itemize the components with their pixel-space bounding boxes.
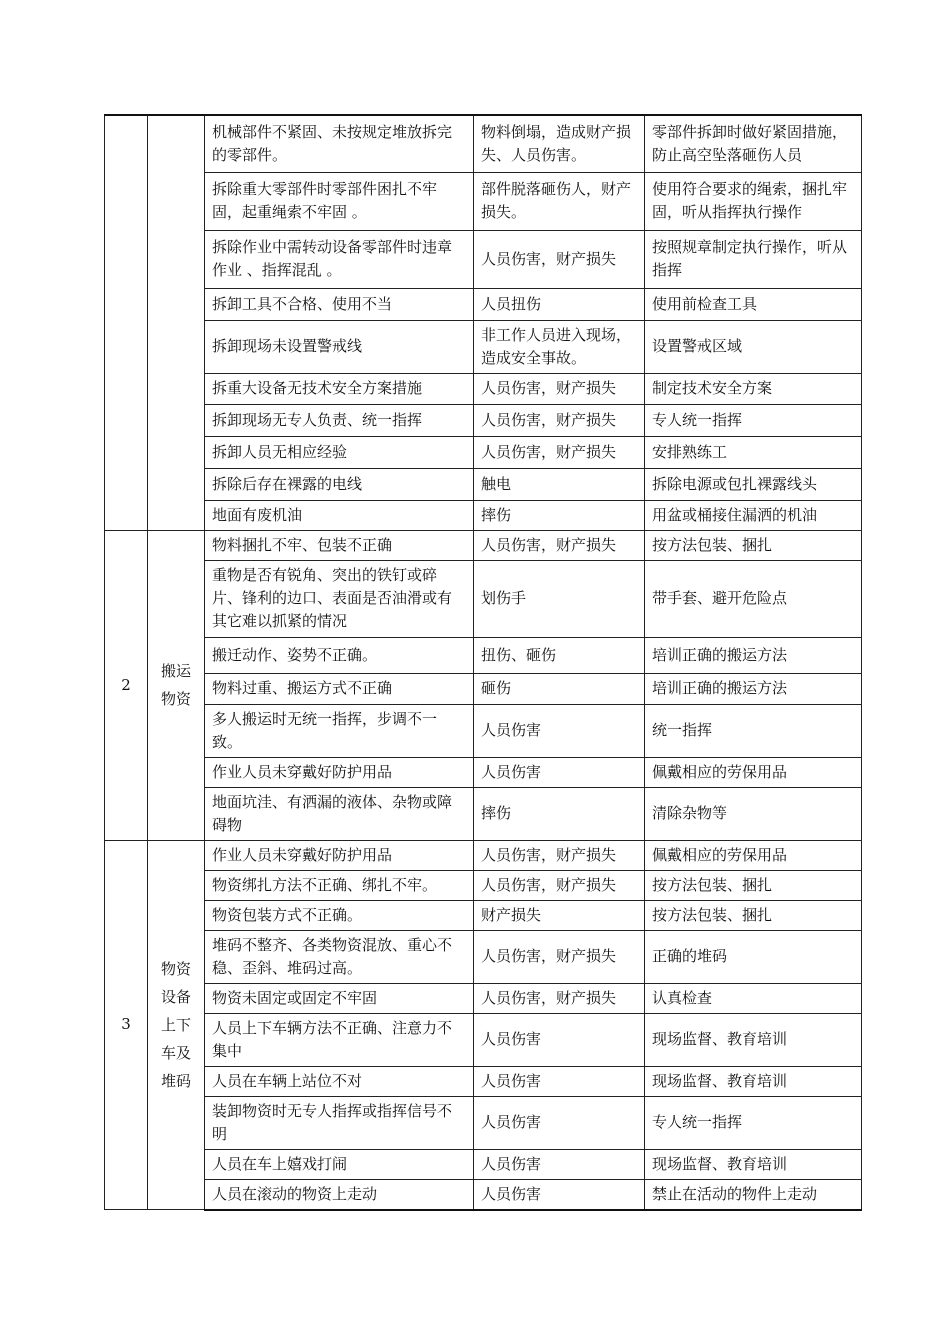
consequence-cell: 人员伤害，财产损失 xyxy=(474,373,645,404)
table-row xyxy=(105,637,862,673)
hazard-cell: 作业人员未穿戴好防护用品 xyxy=(205,840,474,870)
measure-cell: 禁止在活动的物件上走动 xyxy=(645,1179,862,1210)
consequence-cell: 人员伤害 xyxy=(474,1149,645,1179)
measure-cell: 专人统一指挥 xyxy=(645,404,862,436)
hazard-cell: 装卸物资时无专人指挥或指挥信号不明 xyxy=(205,1096,474,1149)
consequence-cell: 人员伤害，财产损失 xyxy=(474,530,645,560)
measure-cell: 统一指挥 xyxy=(645,704,862,757)
consequence-cell: 人员伤害，财产损失 xyxy=(474,983,645,1013)
measure-cell: 认真检查 xyxy=(645,983,862,1013)
measure-cell: 按方法包装、捆扎 xyxy=(645,530,862,560)
table-row xyxy=(105,404,862,436)
consequence-cell: 人员伤害 xyxy=(474,704,645,757)
measure-cell: 按方法包装、捆扎 xyxy=(645,870,862,900)
consequence-cell: 人员伤害 xyxy=(474,1096,645,1149)
consequence-cell: 摔伤 xyxy=(474,500,645,530)
table-row xyxy=(105,673,862,704)
consequence-cell: 人员伤害，财产损失 xyxy=(474,840,645,870)
measure-cell: 现场监督、教育培训 xyxy=(645,1149,862,1179)
hazard-cell: 搬迁动作、姿势不正确。 xyxy=(205,637,474,673)
table-row xyxy=(105,930,862,983)
consequence-cell: 扭伤、砸伤 xyxy=(474,637,645,673)
hazard-cell: 拆卸现场无专人负责、统一指挥 xyxy=(205,404,474,436)
hazard-cell: 机械部件不紧固、未按规定堆放拆完的零部件。 xyxy=(205,115,474,172)
measure-cell: 使用符合要求的绳索，捆扎牢固，听从指挥执行操作 xyxy=(645,172,862,230)
consequence-cell: 财产损失 xyxy=(474,900,645,930)
hazard-table-body xyxy=(105,115,862,1210)
measure-cell: 制定技术安全方案 xyxy=(645,373,862,404)
consequence-cell: 非工作人员进入现场，造成安全事故。 xyxy=(474,320,645,373)
measure-cell: 使用前检查工具 xyxy=(645,288,862,320)
item-number-cell xyxy=(105,115,148,530)
consequence-cell: 人员伤害 xyxy=(474,1013,645,1066)
table-row xyxy=(105,115,862,172)
measure-cell: 培训正确的搬运方法 xyxy=(645,673,862,704)
consequence-cell: 摔伤 xyxy=(474,787,645,840)
item-number-cell: 3 xyxy=(105,840,148,1210)
table-row xyxy=(105,870,862,900)
measure-cell: 正确的堆码 xyxy=(645,930,862,983)
consequence-cell: 划伤手 xyxy=(474,560,645,637)
hazard-cell: 拆卸人员无相应经验 xyxy=(205,436,474,468)
table-row xyxy=(105,1149,862,1179)
table-row xyxy=(105,1096,862,1149)
measure-cell: 安排熟练工 xyxy=(645,436,862,468)
measure-cell: 佩戴相应的劳保用品 xyxy=(645,840,862,870)
measure-cell: 清除杂物等 xyxy=(645,787,862,840)
hazard-cell: 多人搬运时无统一指挥，步调不一致。 xyxy=(205,704,474,757)
consequence-cell: 人员伤害，财产损失 xyxy=(474,436,645,468)
consequence-cell: 人员伤害，财产损失 xyxy=(474,230,645,288)
hazard-cell: 拆除作业中需转动设备零部件时违章作业 、指挥混乱 。 xyxy=(205,230,474,288)
measure-cell: 按方法包装、捆扎 xyxy=(645,900,862,930)
hazard-cell: 物资包装方式不正确。 xyxy=(205,900,474,930)
consequence-cell: 砸伤 xyxy=(474,673,645,704)
consequence-cell: 人员扭伤 xyxy=(474,288,645,320)
measure-cell: 现场监督、教育培训 xyxy=(645,1066,862,1096)
table-row xyxy=(105,757,862,787)
table-row xyxy=(105,373,862,404)
measure-cell: 佩戴相应的劳保用品 xyxy=(645,757,862,787)
hazard-cell: 物料过重、搬运方式不正确 xyxy=(205,673,474,704)
table-row xyxy=(105,900,862,930)
table-row xyxy=(105,1066,862,1096)
consequence-cell: 人员伤害 xyxy=(474,1066,645,1096)
hazard-cell: 人员在车辆上站位不对 xyxy=(205,1066,474,1096)
table-row xyxy=(105,468,862,500)
hazard-cell: 人员上下车辆方法不正确、注意力不集中 xyxy=(205,1013,474,1066)
hazard-table xyxy=(104,114,862,1211)
consequence-cell: 人员伤害，财产损失 xyxy=(474,404,645,436)
table-row xyxy=(105,704,862,757)
measure-cell: 用盆或桶接住漏洒的机油 xyxy=(645,500,862,530)
table-row xyxy=(105,500,862,530)
table-row xyxy=(105,436,862,468)
measure-cell: 按照规章制定执行操作，听从指挥 xyxy=(645,230,862,288)
table-row xyxy=(105,1013,862,1066)
measure-cell: 设置警戒区域 xyxy=(645,320,862,373)
consequence-cell: 人员伤害，财产损失 xyxy=(474,870,645,900)
consequence-cell: 人员伤害 xyxy=(474,757,645,787)
hazard-cell: 拆除后存在裸露的电线 xyxy=(205,468,474,500)
measure-cell: 带手套、避开危险点 xyxy=(645,560,862,637)
hazard-cell: 地面坑洼、有洒漏的液体、杂物或障碍物 xyxy=(205,787,474,840)
measure-cell: 拆除电源或包扎裸露线头 xyxy=(645,468,862,500)
hazard-cell: 地面有废机油 xyxy=(205,500,474,530)
hazard-cell: 人员在车上嬉戏打闹 xyxy=(205,1149,474,1179)
item-number-cell: 2 xyxy=(105,530,148,840)
table-row xyxy=(105,787,862,840)
measure-cell: 零部件拆卸时做好紧固措施，防止高空坠落砸伤人员 xyxy=(645,115,862,172)
table-row xyxy=(105,840,862,870)
task-name-cell: 物资设备上下车及堆码 xyxy=(148,840,205,1210)
consequence-cell: 部件脱落砸伤人，财产损失。 xyxy=(474,172,645,230)
table-row xyxy=(105,320,862,373)
table-row xyxy=(105,560,862,637)
table-row xyxy=(105,230,862,288)
hazard-cell: 人员在滚动的物资上走动 xyxy=(205,1179,474,1210)
hazard-cell: 拆卸工具不合格、使用不当 xyxy=(205,288,474,320)
measure-cell: 专人统一指挥 xyxy=(645,1096,862,1149)
consequence-cell: 物料倒塌，造成财产损失、人员伤害。 xyxy=(474,115,645,172)
hazard-cell: 物资绑扎方法不正确、绑扎不牢。 xyxy=(205,870,474,900)
table-row xyxy=(105,983,862,1013)
hazard-cell: 物资未固定或固定不牢固 xyxy=(205,983,474,1013)
consequence-cell: 人员伤害 xyxy=(474,1179,645,1210)
hazard-cell: 拆重大设备无技术安全方案措施 xyxy=(205,373,474,404)
consequence-cell: 触电 xyxy=(474,468,645,500)
hazard-cell: 物料捆扎不牢、包装不正确 xyxy=(205,530,474,560)
hazard-cell: 拆卸现场未设置警戒线 xyxy=(205,320,474,373)
measure-cell: 现场监督、教育培训 xyxy=(645,1013,862,1066)
consequence-cell: 人员伤害，财产损失 xyxy=(474,930,645,983)
hazard-cell: 重物是否有锐角、突出的铁钉或碎片、锋利的边口、表面是否油滑或有其它难以抓紧的情况 xyxy=(205,560,474,637)
task-name-cell xyxy=(148,115,205,530)
table-row xyxy=(105,530,862,560)
hazard-cell: 堆码不整齐、各类物资混放、重心不稳、歪斜、堆码过高。 xyxy=(205,930,474,983)
table-row xyxy=(105,288,862,320)
hazard-cell: 拆除重大零部件时零部件困扎不牢固，起重绳索不牢固 。 xyxy=(205,172,474,230)
table-row xyxy=(105,172,862,230)
hazard-cell: 作业人员未穿戴好防护用品 xyxy=(205,757,474,787)
table-row xyxy=(105,1179,862,1210)
measure-cell: 培训正确的搬运方法 xyxy=(645,637,862,673)
task-name-cell: 搬运物资 xyxy=(148,530,205,840)
